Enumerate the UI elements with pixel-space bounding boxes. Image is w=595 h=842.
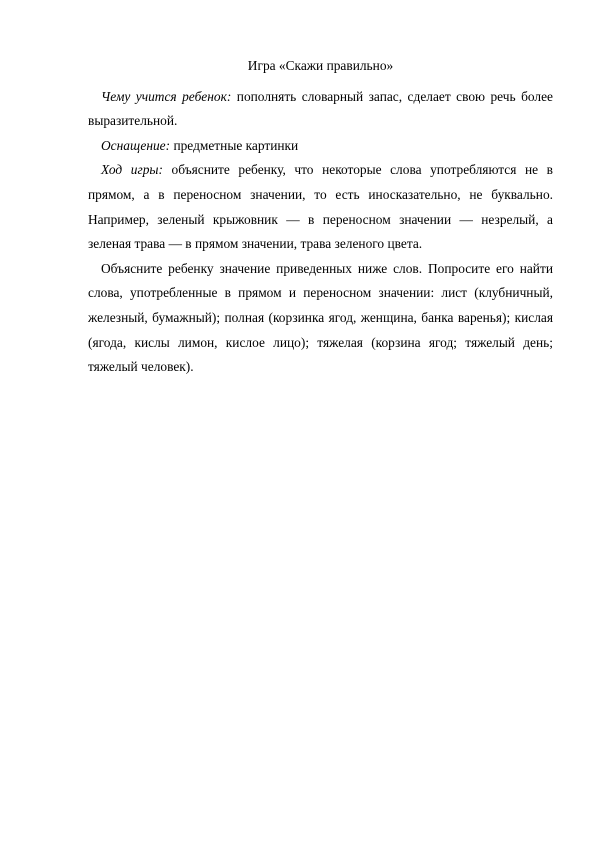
paragraph-goal-text: пополнять словарный запас, сделает свою речь более выразительной.: [88, 88, 553, 129]
paragraph-instructions: [88, 257, 553, 380]
paragraph-goal-label: Чему учится ребенок:: [101, 88, 232, 104]
paragraph-game-procedure-label: Ход игры:: [101, 162, 163, 178]
paragraph-equipment: [88, 134, 553, 159]
document-title: Игра «Скажи правильно»: [247, 58, 394, 73]
paragraph-equipment-label: Оснащение:: [101, 137, 171, 153]
paragraph-goal: [88, 85, 553, 134]
paragraph-game-procedure: [88, 158, 553, 256]
paragraph-game-procedure-text: объясните ребенку, что некоторые слова употребляются не в прямом, а в переносном значении, то есть иносказательно, не буквально. Например, зеленый крыжовник — в переносном значении — незрелый, а зеленая трава — в прямом значении, трава зеленого цвета.: [88, 162, 553, 252]
paragraph-instructions-text: Объясните ребенку значение приведенных ниже слов. Попросите его найти слова, употребленные в прямом и переносном значении: лист (клубничный, железный, бумажный); полная (корзинка ягод, женщина, банка варенья); кислая (ягода, кислы лимон, кислое лицо); тяжелая (корзина ягод; тяжелый день; тяжелый человек).: [88, 260, 553, 375]
paragraph-equipment-text: предметные картинки: [170, 137, 299, 153]
document-page: [88, 54, 553, 380]
